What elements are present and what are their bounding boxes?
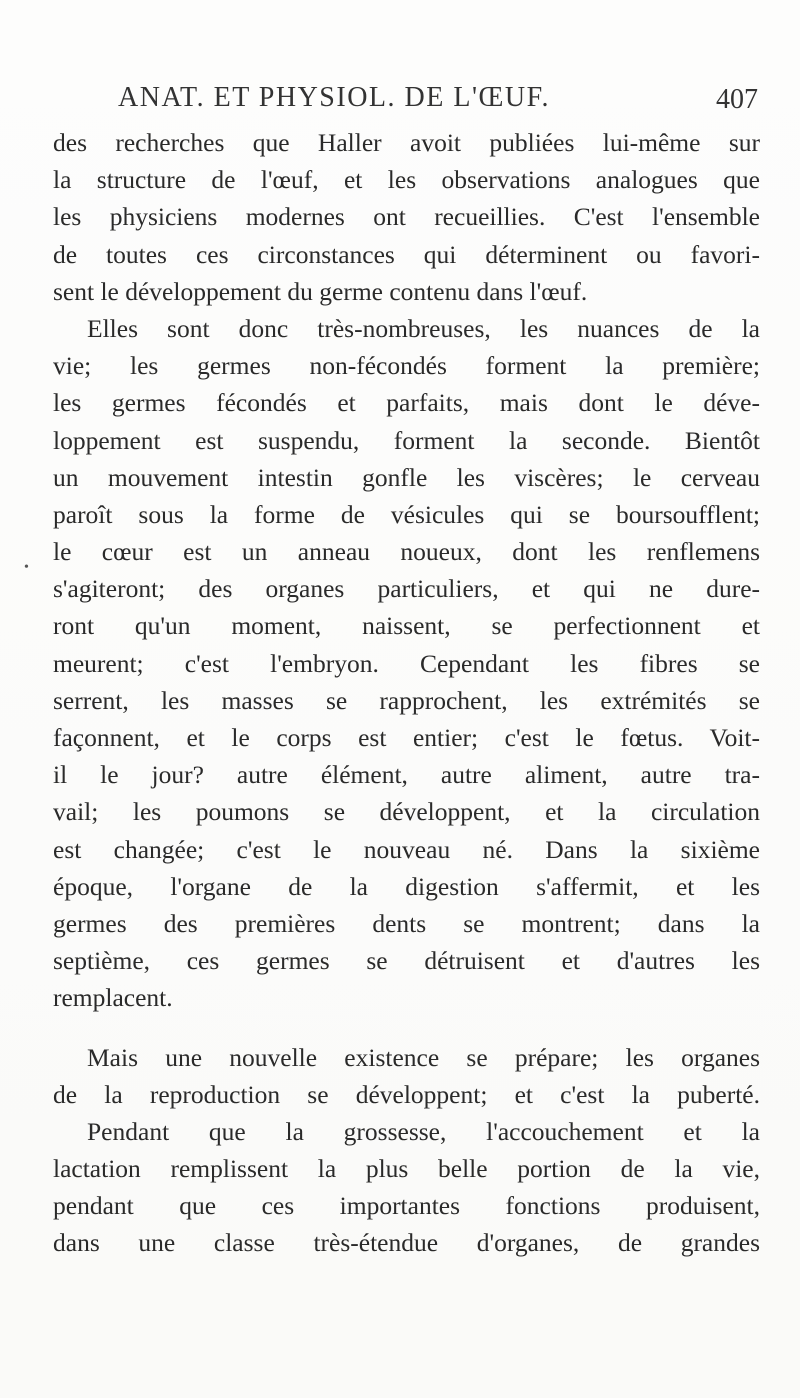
running-head bbox=[118, 82, 758, 122]
text-line: loppement est suspendu, forment la seconde. Bientôt bbox=[53, 425, 760, 455]
body-text bbox=[53, 124, 760, 1262]
text-line: est changée; c'est le nouveau né. Dans la sixième bbox=[53, 834, 760, 864]
text-line: lactation remplissent la plus belle portion de la vie, bbox=[53, 1154, 760, 1184]
text-line: vie; les germes non-fécondés forment la première; bbox=[53, 351, 760, 381]
text-line: des recherches que Haller avoit publiées lui-même sur bbox=[53, 128, 760, 157]
text-line: époque, l'organe de la digestion s'affermit, et les bbox=[53, 871, 760, 901]
margin-mark: • bbox=[24, 560, 29, 575]
text-line: façonnent, et le corps est entier; c'est le fœtus. Voit- bbox=[53, 723, 760, 752]
text-line: s'agiteront; des organes particuliers, et qui ne dure- bbox=[53, 574, 760, 604]
text-line: germes des premières dents se montrent; dans la bbox=[53, 908, 760, 938]
text-line: meurent; c'est l'embryon. Cependant les fibres se bbox=[53, 648, 760, 678]
text-line: vail; les poumons se développent, et la circulation bbox=[53, 797, 760, 827]
text-line: serrent, les masses se rapprochent, les extrémités se bbox=[53, 685, 760, 715]
text-line: paroît sous la forme de vésicules qui se boursoufflent; bbox=[53, 499, 760, 529]
paragraph-3 bbox=[53, 1039, 760, 1262]
paragraph-gap bbox=[53, 1017, 760, 1039]
text-line: ront qu'un moment, naissent, se perfectionnent et bbox=[53, 611, 760, 641]
paragraph-1 bbox=[53, 124, 760, 310]
text-line: pendant que ces importantes fonctions produisent, bbox=[53, 1191, 760, 1221]
text-line: la structure de l'œuf, et les observations analogues que bbox=[53, 165, 760, 195]
text-line: de la reproduction se développent; et c'est la puberté. bbox=[53, 1079, 760, 1109]
text-line: il le jour? autre élément, autre aliment, autre tra- bbox=[53, 760, 760, 790]
text-line: remplacent. bbox=[53, 983, 173, 1013]
text-line: Elles sont donc très-nombreuses, les nuances de la bbox=[87, 313, 760, 343]
page-number: 407 bbox=[716, 84, 758, 115]
text-line: Mais une nouvelle existence se prépare; les organes bbox=[87, 1042, 760, 1072]
text-line: de toutes ces circonstances qui déterminent ou favori- bbox=[53, 239, 760, 269]
text-line: septième, ces germes se détruisent et d'autres les bbox=[53, 946, 760, 976]
text-line: dans une classe très-étendue d'organes, de grandes bbox=[53, 1228, 760, 1258]
paragraph-2 bbox=[53, 310, 760, 1017]
text-line: Pendant que la grossesse, l'accouchement et la bbox=[87, 1116, 760, 1146]
text-line: sent le développement du germe contenu dans l'œuf. bbox=[53, 276, 588, 306]
text-line: le cœur est un anneau noueux, dont les renflemens bbox=[53, 537, 760, 567]
text-line: les germes fécondés et parfaits, mais dont le déve- bbox=[53, 388, 760, 418]
text-line: les physiciens modernes ont recueillies. C'est l'ensemble bbox=[53, 202, 760, 232]
running-title: ANAT. ET PHYSIOL. DE L'ŒUF. bbox=[118, 82, 550, 113]
text-line: un mouvement intestin gonfle les viscères; le cerveau bbox=[53, 462, 760, 492]
